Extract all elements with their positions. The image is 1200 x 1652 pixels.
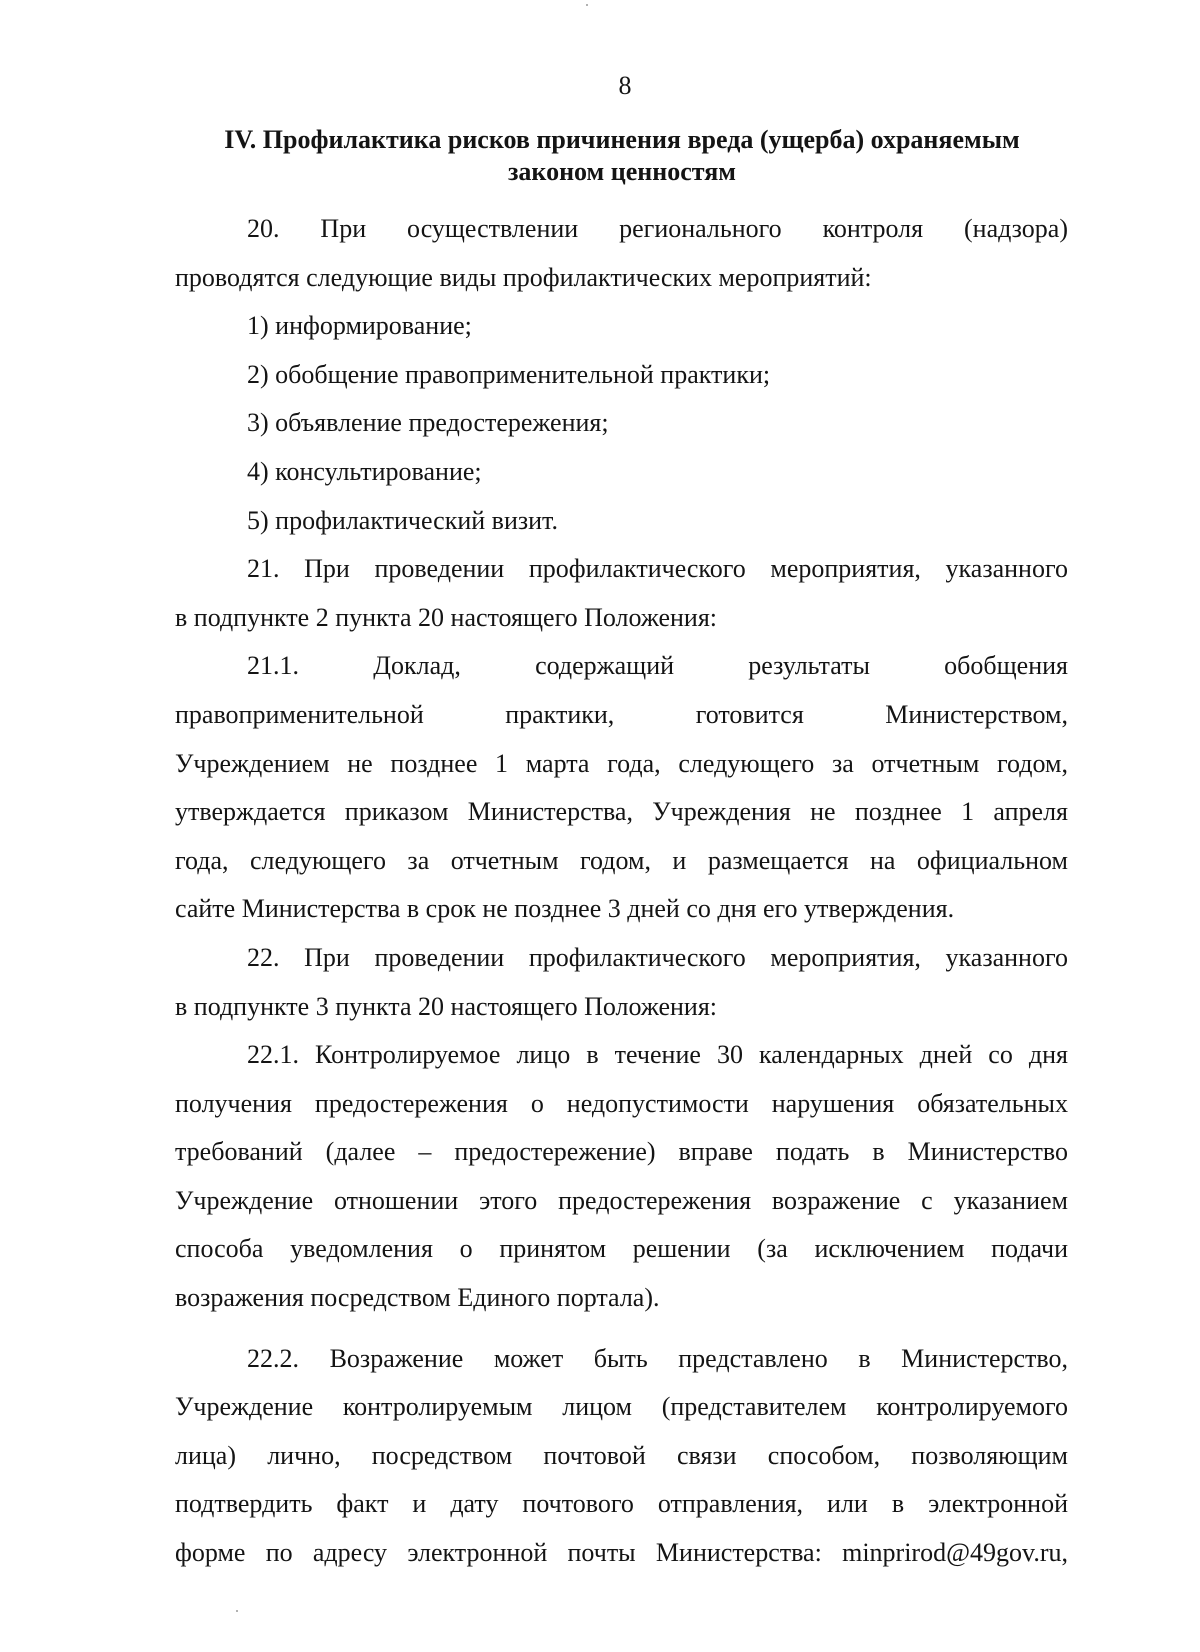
document-body: [175, 205, 1068, 1578]
scan-speck: [586, 4, 588, 6]
list-item: 3) объявление предостережения;: [247, 408, 609, 438]
list-item: 2) обобщение правоприменительной практики;: [247, 359, 771, 389]
text-line: Учреждением не позднее 1 марта года, следующего за отчетным годом,: [175, 748, 1068, 778]
section-heading-line: IV. Профилактика рисков причинения вреда (ущерба) охраняемым: [224, 125, 1020, 154]
text-line: года, следующего за отчетным годом, и размещается на официальном: [175, 845, 1068, 875]
text-line: проводятся следующие виды профилактических мероприятий:: [175, 262, 872, 292]
list-item: 1) информирование;: [247, 311, 472, 341]
section-heading: [178, 124, 1066, 188]
text-line: лица) лично, посредством почтовой связи способом, позволяющим: [175, 1440, 1068, 1470]
text-line: 22.1. Контролируемое лицо в течение 30 календарных дней со дня: [247, 1040, 1068, 1070]
text-line: Учреждение отношении этого предостережения возражение с указанием: [175, 1185, 1068, 1215]
paragraph-gap: [175, 1323, 1068, 1335]
text-line: в подпункте 3 пункта 20 настоящего Положения:: [175, 991, 718, 1021]
text-line: сайте Министерства в срок не позднее 3 дней со дня его утверждения.: [175, 894, 955, 924]
text-line: способа уведомления о принятом решении (за исключением подачи: [175, 1234, 1068, 1264]
page-number: 8: [618, 71, 632, 100]
text-line: получения предостережения о недопустимости нарушения обязательных: [175, 1088, 1068, 1118]
text-line: утверждается приказом Министерства, Учреждения не позднее 1 апреля: [175, 797, 1068, 827]
text-line: возражения посредством Единого портала).: [175, 1283, 660, 1313]
text-line: требований (далее – предостережение) вправе подать в Министерство: [175, 1137, 1068, 1167]
text-line: 20. При осуществлении регионального контроля (надзора): [247, 214, 1068, 243]
list-item: 4) консультирование;: [247, 456, 482, 486]
text-line: в подпункте 2 пункта 20 настоящего Положения:: [175, 602, 718, 632]
scan-speck: [236, 1610, 238, 1612]
list-item: 5) профилактический визит.: [247, 505, 558, 535]
text-line: 21.1. Доклад, содержащий результаты обобщения: [247, 651, 1068, 681]
section-heading-line: законом ценностям: [507, 157, 736, 186]
text-line: 22.2. Возражение может быть представлено в Министерство,: [247, 1343, 1068, 1373]
text-line: Учреждение контролируемым лицом (представителем контролируемого: [175, 1392, 1068, 1422]
text-line: 21. При проведении профилактического мероприятия, указанного: [247, 554, 1068, 584]
text-line: правоприменительной практики, готовится Министерством,: [175, 699, 1068, 729]
text-line: 22. При проведении профилактического мероприятия, указанного: [247, 942, 1068, 972]
text-line: форме по адресу электронной почты Министерства: minprirod@49gov.ru,: [175, 1538, 1068, 1568]
text-line: подтвердить факт и дату почтового отправления, или в электронной: [175, 1489, 1068, 1519]
